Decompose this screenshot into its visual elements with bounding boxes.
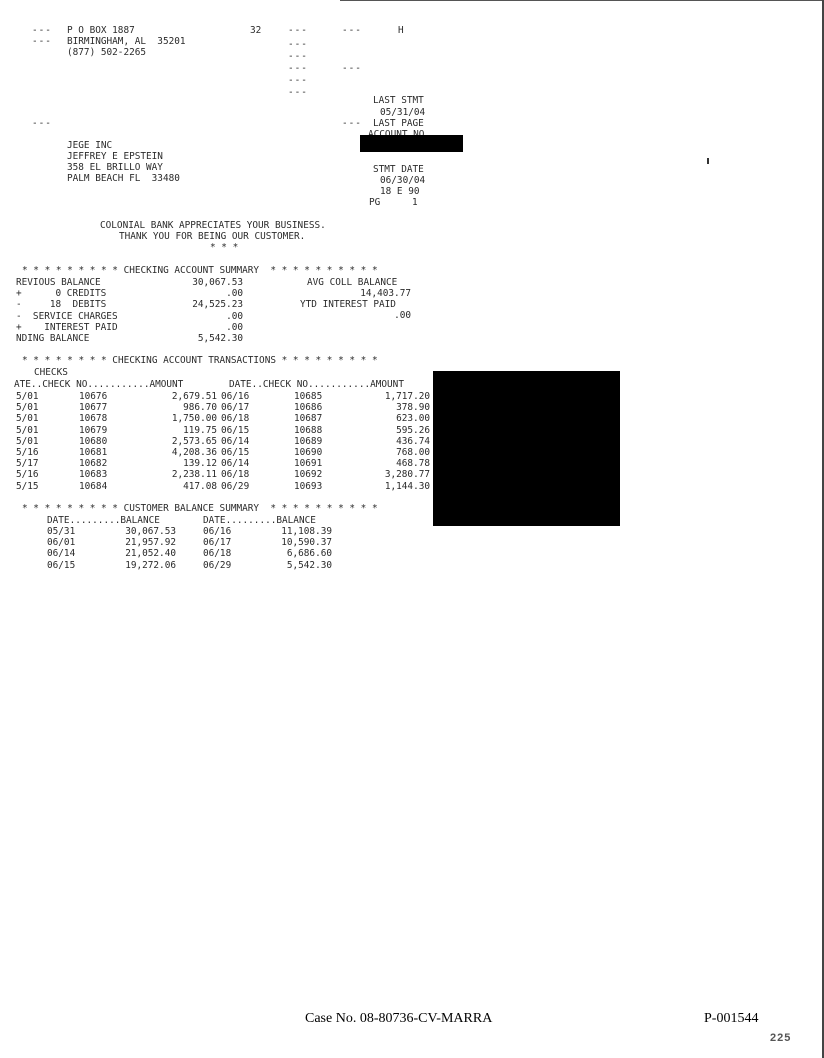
balance-date-left: 05/31 <box>47 526 76 537</box>
avg-coll-label: AVG COLL BALANCE <box>307 277 398 288</box>
txn-amount-right: 623.00 <box>396 413 430 425</box>
txn-date-left: 5/01 <box>16 413 39 425</box>
code-32: 32 <box>250 25 262 36</box>
txn-amount-left: 4,208.36 <box>171 447 217 458</box>
txn-date-right: 06/15 <box>221 447 250 458</box>
summary-row-value: .00 <box>226 288 243 300</box>
page-value: 1 <box>412 197 418 208</box>
txn-check-left: 10683 <box>79 469 108 481</box>
code-h: H <box>398 25 404 36</box>
txn-date-left: 5/16 <box>16 447 39 458</box>
transactions-header-left: ATE..CHECK NO...........AMOUNT <box>14 379 184 390</box>
balance-date-right: 06/29 <box>203 559 232 571</box>
txn-check-left: 10676 <box>79 391 108 402</box>
ytd-interest-label: YTD INTEREST PAID <box>300 299 396 310</box>
summary-row-value: .00 <box>226 310 243 322</box>
txn-amount-left: 417.08 <box>183 480 217 492</box>
txn-date-right: 06/15 <box>221 424 250 436</box>
balance-header-left: DATE.........BALANCE <box>47 515 160 526</box>
balance-title: * * * * * * * * * CUSTOMER BALANCE SUMMARY * * * * * * * * * * <box>22 503 378 514</box>
txn-check-right: 10688 <box>294 424 323 436</box>
stmt-date-label: STMT DATE <box>373 164 424 175</box>
balance-amount-right: 6,686.60 <box>286 548 332 560</box>
last-stmt-label: LAST STMT <box>373 95 424 106</box>
summary-row-label: + 0 CREDITS <box>16 288 107 300</box>
txn-date-right: 06/29 <box>221 480 250 492</box>
txn-amount-left: 2,238.11 <box>171 469 217 481</box>
txn-date-left: 5/01 <box>16 402 39 414</box>
balance-date-right: 06/18 <box>203 548 232 560</box>
txn-amount-left: 986.70 <box>183 402 217 414</box>
txn-amount-right: 468.78 <box>396 458 430 470</box>
txn-check-left: 10682 <box>79 458 108 470</box>
txn-date-right: 06/16 <box>221 391 250 402</box>
txn-check-right: 10687 <box>294 413 323 425</box>
txn-check-right: 10686 <box>294 402 323 414</box>
bates-number: P-001544 <box>704 1011 759 1026</box>
txn-amount-right: 3,280.77 <box>384 469 430 481</box>
summary-row-label: REVIOUS BALANCE <box>16 277 101 288</box>
balance-header-right: DATE.........BALANCE <box>203 515 316 526</box>
customer-attn: JEFFREY E EPSTEIN <box>67 151 163 162</box>
balance-date-left: 06/15 <box>47 559 76 571</box>
balance-amount-left: 19,272.06 <box>125 559 176 571</box>
customer-city: PALM BEACH FL 33480 <box>67 173 180 184</box>
txn-check-left: 10681 <box>79 447 108 458</box>
customer-name: JEGE INC <box>67 140 113 151</box>
txn-amount-left: 119.75 <box>183 424 217 436</box>
case-number: Case No. 08-80736-CV-MARRA <box>305 1011 493 1026</box>
dash-marker: --- <box>32 36 52 47</box>
balance-date-left: 06/14 <box>47 548 76 560</box>
txn-check-right: 10693 <box>294 480 323 492</box>
txn-date-left: 5/16 <box>16 469 39 481</box>
dash-marker: --- <box>288 87 308 98</box>
dash-marker: --- <box>288 51 308 62</box>
dash-marker: --- <box>32 118 52 129</box>
balance-date-left: 06/01 <box>47 537 76 549</box>
txn-date-right: 06/14 <box>221 435 250 447</box>
txn-check-right: 10692 <box>294 469 323 481</box>
dash-marker: --- <box>288 63 308 74</box>
bank-address-line1: P O BOX 1887 <box>67 25 135 36</box>
last-page-label: LAST PAGE <box>373 118 424 129</box>
balance-date-right: 06/17 <box>203 537 232 549</box>
stmt-date: 06/30/04 <box>380 175 426 186</box>
txn-date-left: 5/17 <box>16 458 39 470</box>
txn-check-left: 10678 <box>79 413 108 425</box>
balance-amount-right: 11,108.39 <box>281 526 332 537</box>
redaction-block <box>433 371 620 526</box>
redaction-account-number <box>360 135 463 152</box>
dash-marker: --- <box>342 118 362 129</box>
txn-amount-right: 595.26 <box>396 424 430 436</box>
txn-date-right: 06/18 <box>221 469 250 481</box>
dash-marker: --- <box>342 25 362 36</box>
page-stamp: 225 <box>770 1032 792 1044</box>
dash-marker: --- <box>342 63 362 74</box>
txn-amount-right: 1,144.30 <box>384 480 430 492</box>
last-stmt-date: 05/31/04 <box>380 107 426 118</box>
stmt-code: 18 E 90 <box>380 186 420 197</box>
txn-date-left: 5/01 <box>16 424 39 436</box>
page-label: PG <box>369 197 381 208</box>
customer-street: 358 EL BRILLO WAY <box>67 162 163 173</box>
txn-date-right: 06/17 <box>221 402 250 414</box>
transactions-title: * * * * * * * * CHECKING ACCOUNT TRANSACTIONS * * * * * * * * * <box>22 355 378 366</box>
txn-date-right: 06/18 <box>221 413 250 425</box>
balance-amount-right: 5,542.30 <box>286 559 332 571</box>
txn-check-right: 10685 <box>294 391 323 402</box>
dash-marker: --- <box>288 25 308 36</box>
bank-address-line2: BIRMINGHAM, AL 35201 <box>67 36 186 47</box>
balance-amount-left: 21,957.92 <box>125 537 176 549</box>
bank-phone: (877) 502-2265 <box>67 47 147 58</box>
txn-amount-right: 1,717.20 <box>384 391 430 402</box>
txn-check-left: 10677 <box>79 402 108 414</box>
summary-title: * * * * * * * * * CHECKING ACCOUNT SUMMARY * * * * * * * * * * <box>22 265 378 276</box>
summary-row-label: - 18 DEBITS <box>16 299 107 311</box>
balance-amount-right: 10,590.37 <box>281 537 332 549</box>
summary-row-value: .00 <box>226 321 243 333</box>
txn-check-left: 10679 <box>79 424 108 436</box>
txn-date-left: 5/15 <box>16 480 39 492</box>
txn-amount-right: 768.00 <box>396 447 430 458</box>
page-top-edge <box>340 0 824 1</box>
message-stars: * * * <box>210 242 239 253</box>
balance-date-right: 06/16 <box>203 526 232 537</box>
checks-label: CHECKS <box>34 367 68 378</box>
txn-date-left: 5/01 <box>16 435 39 447</box>
balance-amount-left: 30,067.53 <box>125 526 176 537</box>
txn-check-right: 10690 <box>294 447 323 458</box>
summary-row-label: NDING BALANCE <box>16 333 90 344</box>
txn-check-left: 10684 <box>79 480 108 492</box>
txn-amount-right: 378.90 <box>396 402 430 414</box>
txn-check-right: 10689 <box>294 435 323 447</box>
dash-marker: --- <box>32 25 52 36</box>
summary-row-value: 24,525.23 <box>192 299 243 311</box>
summary-row-value: 30,067.53 <box>192 277 243 288</box>
ytd-interest-value: .00 <box>394 310 411 321</box>
summary-row-label: - SERVICE CHARGES <box>16 310 118 322</box>
message-line2: THANK YOU FOR BEING OUR CUSTOMER. <box>119 231 306 242</box>
balance-amount-left: 21,052.40 <box>125 548 176 560</box>
dash-marker: --- <box>288 39 308 50</box>
summary-row-value: 5,542.30 <box>197 333 243 344</box>
transactions-header-right: DATE..CHECK NO...........AMOUNT <box>229 379 404 390</box>
txn-amount-left: 2,573.65 <box>171 435 217 447</box>
txn-amount-left: 1,750.00 <box>171 413 217 425</box>
message-line1: COLONIAL BANK APPRECIATES YOUR BUSINESS. <box>100 220 326 231</box>
dash-marker: --- <box>288 75 308 86</box>
txn-amount-right: 436.74 <box>396 435 430 447</box>
txn-amount-left: 2,679.51 <box>171 391 217 402</box>
stray-mark <box>707 158 709 164</box>
txn-date-left: 5/01 <box>16 391 39 402</box>
txn-date-right: 06/14 <box>221 458 250 470</box>
avg-coll-value: 14,403.77 <box>360 288 411 299</box>
txn-amount-left: 139.12 <box>183 458 217 470</box>
summary-row-label: + INTEREST PAID <box>16 321 118 333</box>
txn-check-right: 10691 <box>294 458 323 470</box>
txn-check-left: 10680 <box>79 435 108 447</box>
